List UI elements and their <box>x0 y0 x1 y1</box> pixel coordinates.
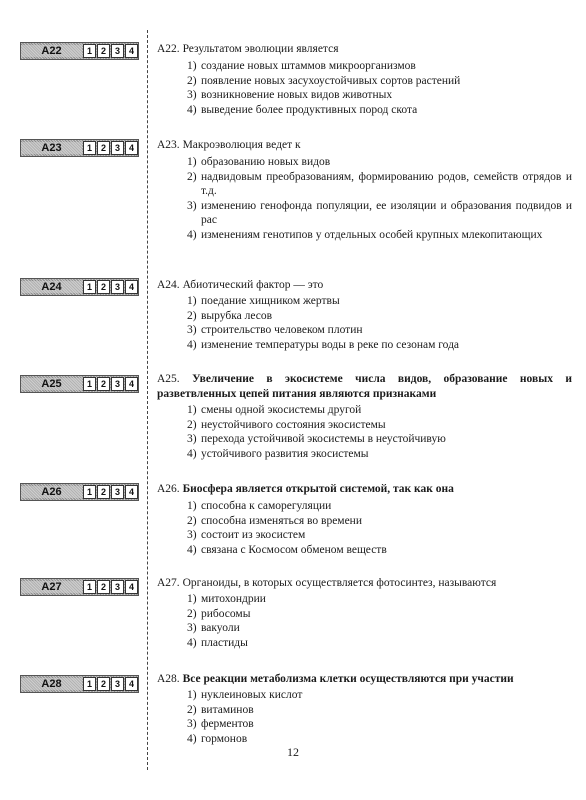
option-number: 3) <box>187 199 197 212</box>
answer-cell-3[interactable]: 3 <box>111 485 124 499</box>
option-text: изменение температуры воды в реке по сезонам года <box>201 338 460 351</box>
answer-cell-2[interactable]: 2 <box>97 377 110 391</box>
answer-cells <box>83 677 138 691</box>
option-number: 4) <box>187 228 197 241</box>
answer-tag <box>20 42 139 60</box>
question-text: Макроэволюция ведет к <box>182 139 301 151</box>
option-text: неустойчивого состояния экосистемы <box>201 418 386 431</box>
option-number: 3) <box>187 529 197 541</box>
option-text: возникновение новых видов животных <box>201 89 393 101</box>
answer-cell-1[interactable]: 1 <box>83 580 96 594</box>
answer-cell-1[interactable]: 1 <box>83 485 96 499</box>
answer-cell-4[interactable]: 4 <box>125 141 138 155</box>
option-text: перехода устойчивой экосистемы в неустойчивую <box>201 433 446 445</box>
option[interactable] <box>187 703 572 718</box>
option-number: 4) <box>187 103 197 116</box>
question-number: А24. <box>157 279 180 291</box>
option-text: гормонов <box>201 732 248 745</box>
option-text: рибосомы <box>201 607 251 620</box>
option[interactable] <box>187 418 572 433</box>
question-text: Увеличение в экосистеме числа видов, образование новых и разветвленных цепей питания являются признаками <box>157 373 573 400</box>
answer-cell-3[interactable]: 3 <box>111 280 124 294</box>
question-stem <box>157 42 572 57</box>
answer-cell-3[interactable]: 3 <box>111 141 124 155</box>
answer-cell-2[interactable]: 2 <box>97 485 110 499</box>
question-text: Органоиды, в которых осуществляется фотосинтез, называются <box>182 577 497 589</box>
option-text: митохондрии <box>201 593 266 605</box>
option-number: 4) <box>187 636 197 649</box>
options-list <box>187 499 572 557</box>
option-text: поедание хищником жертвы <box>201 295 340 307</box>
option[interactable] <box>187 338 572 353</box>
question-number: А26. <box>157 483 180 495</box>
question-number: А25. <box>157 373 180 385</box>
option-number: 2) <box>187 170 197 183</box>
question-tag-label: A28 <box>21 678 82 690</box>
options-list <box>187 155 572 242</box>
option[interactable] <box>187 403 572 418</box>
option-text: образованию новых видов <box>201 156 331 168</box>
option[interactable] <box>187 323 572 338</box>
options-list <box>187 688 572 746</box>
question-text: Абиотический фактор — это <box>182 279 324 291</box>
option-number: 3) <box>187 89 197 101</box>
option-text: изменениям генотипов у отдельных особей крупных млекопитающих <box>201 228 543 241</box>
answer-cells <box>83 485 138 499</box>
option-number: 4) <box>187 732 197 745</box>
option[interactable] <box>187 732 572 747</box>
question-number: А22. <box>157 43 180 55</box>
option-text: создание новых штаммов микроорганизмов <box>201 60 416 72</box>
question-number: А23. <box>157 139 180 151</box>
option-text: вырубка лесов <box>201 309 273 322</box>
answer-cell-1[interactable]: 1 <box>83 677 96 691</box>
question-stem <box>157 482 572 497</box>
answer-tag <box>20 483 139 501</box>
answer-tag <box>20 675 139 693</box>
option-text: способна изменяться во времени <box>201 514 362 527</box>
options-list <box>187 403 572 461</box>
answer-cell-4[interactable]: 4 <box>125 580 138 594</box>
answer-tag <box>20 578 139 596</box>
answer-cell-3[interactable]: 3 <box>111 377 124 391</box>
answer-cell-2[interactable]: 2 <box>97 280 110 294</box>
option[interactable] <box>187 688 572 703</box>
answer-cell-4[interactable]: 4 <box>125 485 138 499</box>
option-text: ферментов <box>201 718 254 730</box>
option-text: смены одной экосистемы другой <box>201 404 362 416</box>
option-number: 1) <box>187 500 197 512</box>
option-text: пластиды <box>201 636 248 649</box>
option[interactable] <box>187 309 572 324</box>
option-number: 2) <box>187 418 197 431</box>
answer-cell-1[interactable]: 1 <box>83 44 96 58</box>
option[interactable] <box>187 636 572 651</box>
question-tag-label: A25 <box>21 378 82 390</box>
option-text: нуклеиновых кислот <box>201 689 303 701</box>
question-text: Результатом эволюции является <box>182 43 339 55</box>
dashed-divider <box>147 30 148 770</box>
option-number: 2) <box>187 74 197 87</box>
option[interactable] <box>187 607 572 622</box>
question-stem <box>157 372 572 401</box>
question-stem <box>157 138 572 153</box>
option[interactable] <box>187 499 572 514</box>
option[interactable] <box>187 447 572 462</box>
option-number: 1) <box>187 295 197 307</box>
answer-cells <box>83 141 138 155</box>
option[interactable] <box>187 59 572 74</box>
option-number: 2) <box>187 309 197 322</box>
option[interactable] <box>187 543 572 558</box>
answer-cell-4[interactable]: 4 <box>125 280 138 294</box>
option-number: 3) <box>187 622 197 634</box>
option-text: вакуоли <box>201 622 240 634</box>
option-number: 3) <box>187 433 197 445</box>
option-number: 3) <box>187 324 197 336</box>
answer-tag <box>20 375 139 393</box>
answer-cell-2[interactable]: 2 <box>97 677 110 691</box>
answer-cells <box>83 44 138 58</box>
option-text: строительство человеком плотин <box>201 324 363 336</box>
option[interactable] <box>187 103 572 118</box>
question-tag-label: A27 <box>21 581 82 593</box>
option-number: 4) <box>187 543 197 556</box>
page-number: 12 <box>287 745 299 759</box>
question-tag-label: A26 <box>21 486 82 498</box>
option-number: 1) <box>187 156 197 168</box>
question-text: Все реакции метаболизма клетки осуществляются при участии <box>182 673 514 685</box>
answer-cell-1[interactable]: 1 <box>83 377 96 391</box>
option[interactable] <box>187 717 572 732</box>
answer-cell-3[interactable]: 3 <box>111 580 124 594</box>
answer-cell-4[interactable]: 4 <box>125 44 138 58</box>
option-number: 3) <box>187 718 197 730</box>
option-number: 1) <box>187 404 197 416</box>
answer-cell-2[interactable]: 2 <box>97 44 110 58</box>
option[interactable] <box>187 294 572 309</box>
option-text: способна к саморегуляции <box>201 500 332 512</box>
option-number: 1) <box>187 593 197 605</box>
option-number: 4) <box>187 447 197 460</box>
answer-tag <box>20 278 139 296</box>
answer-cell-2[interactable]: 2 <box>97 141 110 155</box>
answer-cells <box>83 280 138 294</box>
option-text: связана с Космосом обменом веществ <box>201 543 387 556</box>
option-text: витаминов <box>201 703 254 716</box>
option-number: 2) <box>187 607 197 620</box>
answer-cell-2[interactable]: 2 <box>97 580 110 594</box>
answer-cell-4[interactable]: 4 <box>125 377 138 391</box>
question-tag-label: A22 <box>21 45 82 57</box>
answer-cells <box>83 580 138 594</box>
answer-cell-1[interactable]: 1 <box>83 280 96 294</box>
option[interactable] <box>187 514 572 529</box>
option-text: появление новых засухоустойчивых сортов растений <box>201 74 461 87</box>
option[interactable] <box>187 170 572 199</box>
answer-cell-4[interactable]: 4 <box>125 677 138 691</box>
option[interactable] <box>187 528 572 543</box>
option[interactable] <box>187 592 572 607</box>
option-number: 4) <box>187 338 197 351</box>
question-number: А27. <box>157 577 180 589</box>
question-stem <box>157 672 572 687</box>
option[interactable] <box>187 88 572 103</box>
option[interactable] <box>187 74 572 89</box>
answer-cell-3[interactable]: 3 <box>111 677 124 691</box>
option[interactable] <box>187 199 572 228</box>
option[interactable] <box>187 432 572 447</box>
option-text: устойчивого развития экосистемы <box>201 447 369 460</box>
options-list <box>187 592 572 650</box>
option[interactable] <box>187 621 572 636</box>
answer-tag <box>20 139 139 157</box>
options-list <box>187 294 572 352</box>
option-text: выведение более продуктивных пород скота <box>201 103 418 116</box>
answer-cells <box>83 377 138 391</box>
answer-cell-1[interactable]: 1 <box>83 141 96 155</box>
option-number: 2) <box>187 703 197 716</box>
option-number: 2) <box>187 514 197 527</box>
question-tag-label: A24 <box>21 281 82 293</box>
question-tag-label: A23 <box>21 142 82 154</box>
option-number: 1) <box>187 689 197 701</box>
option-text: состоит из экосистем <box>201 529 306 541</box>
question-text: Биосфера является открытой системой, так как она <box>182 483 454 495</box>
option-text: изменению генофонда популяции, ее изоляции и образования подвидов и рас <box>201 199 572 226</box>
options-list <box>187 59 572 117</box>
answer-cell-3[interactable]: 3 <box>111 44 124 58</box>
question-stem <box>157 576 572 591</box>
option[interactable] <box>187 228 572 243</box>
question-stem <box>157 278 572 293</box>
question-number: А28. <box>157 673 180 685</box>
option-text: надвидовым преобразованиям, формированию родов, семейств отрядов и т.д. <box>201 170 572 197</box>
option-number: 1) <box>187 60 197 72</box>
option[interactable] <box>187 155 572 170</box>
